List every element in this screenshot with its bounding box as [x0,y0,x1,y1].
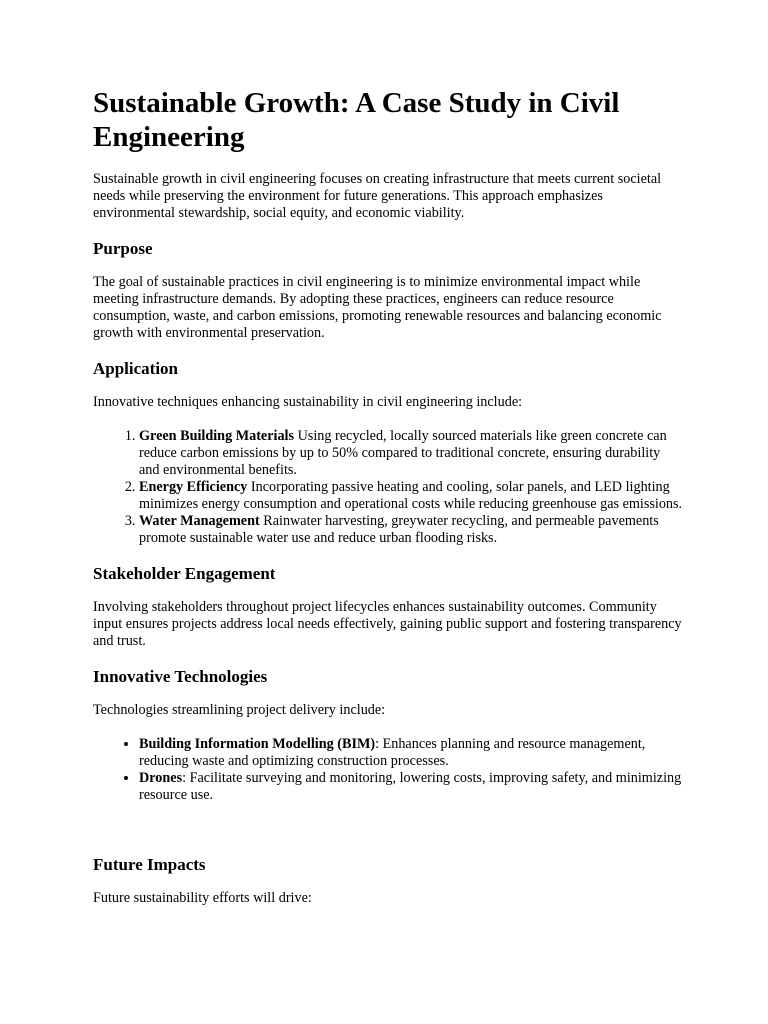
list-item [139,513,683,547]
future-intro: Future sustainability efforts will drive: [93,890,312,906]
future-heading: Future Impacts [93,855,206,874]
stakeholder-paragraph: Involving stakeholders throughout project lifecycles enhances sustainability outcomes. Community input ensures projects address local needs effectively, gaining public support and fostering transparency and trust. [93,599,682,649]
purpose-heading: Purpose [93,239,153,258]
technologies-list [93,736,683,804]
list-item [139,479,683,513]
technologies-intro: Technologies streamlining project delivery include: [93,702,386,718]
list-item-text: Using recycled, locally sourced materials like green concrete can reduce carbon emissions by up to 50% compared to traditional concrete, ensuring durability and environmental benefits. [139,428,667,478]
application-list [93,428,683,547]
list-item [139,736,683,770]
list-item-term: Drones [139,770,183,786]
intro-paragraph: Sustainable growth in civil engineering focuses on creating infrastructure that meets current societal needs while preserving the environment for future generations. This approach emphasizes environmental stewardship, social equity, and economic viability. [93,171,662,221]
purpose-paragraph: The goal of sustainable practices in civil engineering is to minimize environmental impact while meeting infrastructure demands. By adopting these practices, engineers can reduce resource consumption, waste, and carbon emissions, promoting renewable resources and balancing economic growth with environmental preservation. [93,274,662,341]
list-item-term: Building Information Modelling (BIM) [139,736,376,752]
stakeholder-heading: Stakeholder Engagement [93,564,276,583]
list-item-term: Energy Efficiency [139,479,248,495]
list-item [139,428,683,479]
list-item-text: Incorporating passive heating and cooling, solar panels, and LED lighting minimizes energy consumption and operational costs while reducing greenhouse gas emissions. [139,479,683,512]
list-item-term: Water Management [139,513,260,529]
technologies-heading: Innovative Technologies [93,667,268,686]
document-page [93,86,683,924]
spacer [93,821,683,855]
list-item-text: : Enhances planning and resource management, reducing waste and optimizing construction processes. [139,736,646,769]
document-title: Sustainable Growth: A Case Study in Civil Engineering [93,87,620,153]
application-heading: Application [93,359,179,378]
application-intro: Innovative techniques enhancing sustainability in civil engineering include: [93,394,523,410]
list-item-text: : Facilitate surveying and monitoring, lowering costs, improving safety, and minimizing resource use. [139,770,682,803]
list-item-text: Rainwater harvesting, greywater recycling, and permeable pavements promote sustainable water use and reduce urban flooding risks. [139,513,659,546]
list-item-term: Green Building Materials [139,428,295,444]
list-item [139,770,683,804]
